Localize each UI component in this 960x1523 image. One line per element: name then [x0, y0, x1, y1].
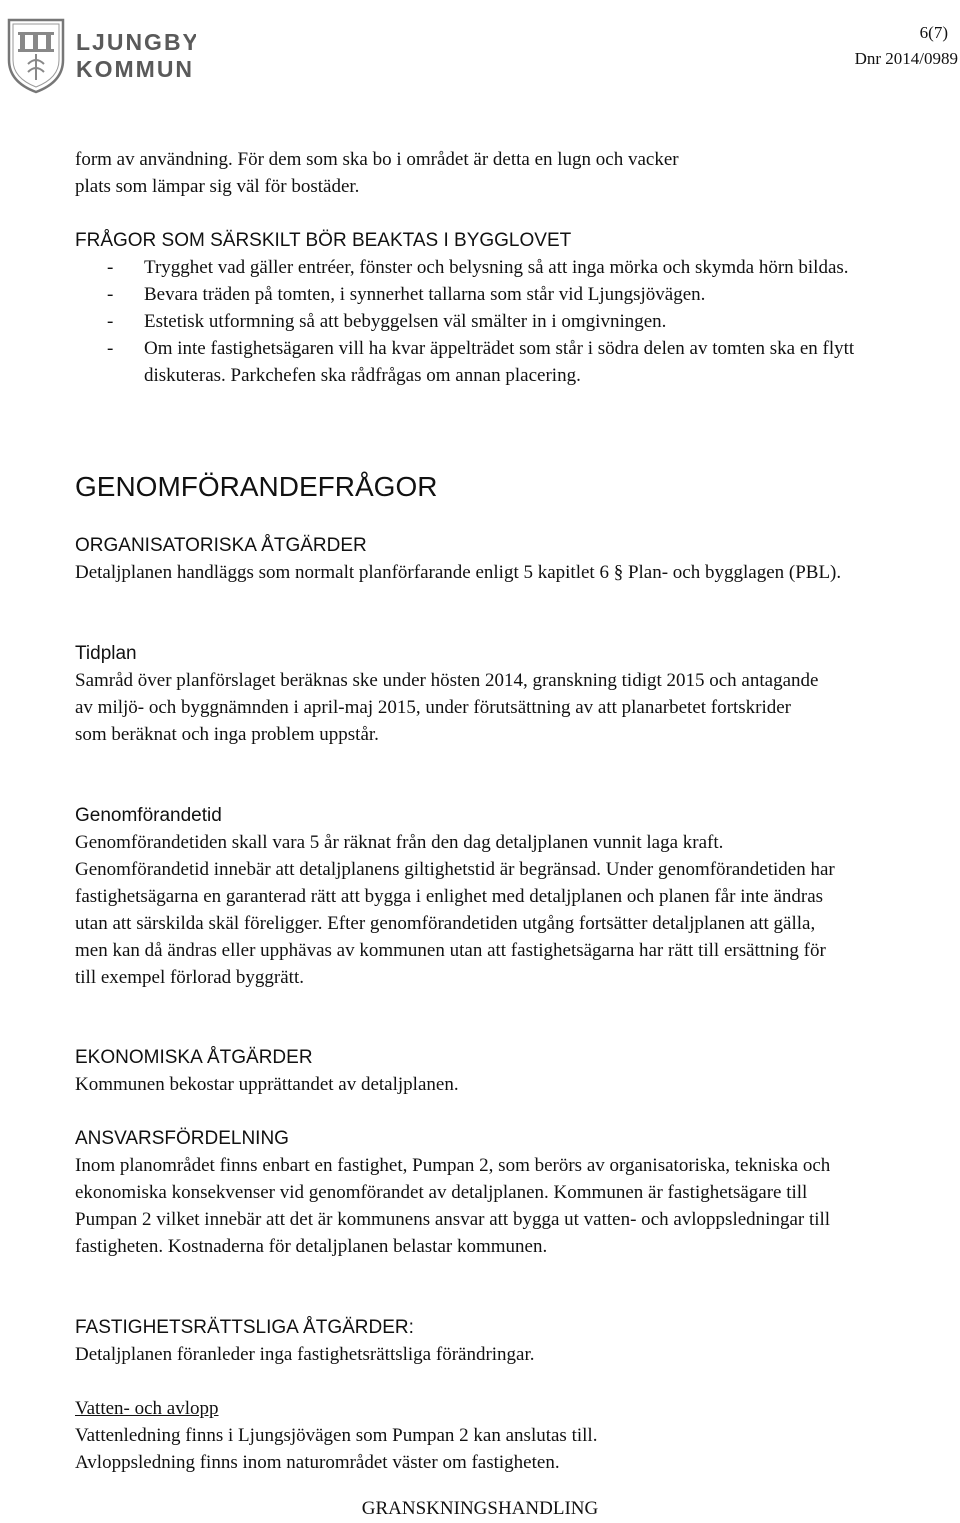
list-item: - Estetisk utformning så att bebyggelsen väl smälter in i omgivningen.	[75, 308, 865, 335]
section-heading-genomforande: GENOMFÖRANDEFRÅGOR	[75, 471, 438, 502]
intro-paragraph	[75, 146, 875, 200]
document-number: Dnr 2014/0989	[854, 49, 958, 68]
page-number: 6(7)	[919, 23, 948, 42]
ansvar-text: Inom planområdet finns enbart en fastighet, Pumpan 2, som berörs av organisatoriska, tekniska och ekonomiska konsekvenser vid genomförandet av detaljplanen. Kommunen är fastighetsägare till Pumpan 2 vilket innebär att det är kommunens ansvar att bygga ut vatten- och avloppsledningar till fastigheten. Kostnaderna för detaljplanen belastar kommunen.	[75, 1155, 831, 1257]
logo-text-line1: LJUNGBY	[76, 29, 196, 55]
coat-of-arms-icon	[6, 14, 196, 94]
org-heading: ORGANISATORISKA ÅTGÄRDER	[75, 535, 367, 556]
ekonomiska-text: Kommunen bekostar upprättandet av detaljplanen.	[75, 1074, 459, 1095]
genomforandetid-heading: Genomförandetid	[75, 805, 222, 826]
list-item: - Bevara träden på tomten, i synnerhet tallarna som står vid Ljungsjövägen.	[75, 281, 865, 308]
fragor-list-container	[75, 254, 865, 389]
vatten-line-2: Avloppsledning finns inom naturområdet väster om fastigheten.	[75, 1452, 560, 1473]
ljungby-kommun-logo	[6, 14, 196, 94]
fragor-heading: FRÅGOR SOM SÄRSKILT BÖR BEAKTAS I BYGGLOVET	[75, 230, 572, 251]
intro-line-2: plats som lämpar sig väl för bostäder.	[75, 176, 360, 197]
fragor-list	[75, 254, 865, 389]
ansvar-heading: ANSVARSFÖRDELNING	[75, 1128, 289, 1149]
footer-label: GRANSKNINGSHANDLING	[361, 1498, 599, 1519]
vatten-text	[75, 1422, 875, 1476]
list-item: - Trygghet vad gäller entréer, fönster och belysning så att inga mörka och skymda hörn bildas.	[75, 254, 865, 281]
vatten-line-1: Vattenledning finns i Ljungsjövägen som Pumpan 2 kan anslutas till.	[75, 1425, 598, 1446]
fastighet-heading: FASTIGHETSRÄTTSLIGA ÅTGÄRDER:	[75, 1317, 414, 1338]
fastighet-text: Detaljplanen föranleder inga fastighetsrättsliga förändringar.	[75, 1344, 535, 1365]
tidplan-text: Samråd över planförslaget beräknas ske under hösten 2014, granskning tidigt 2015 och antagande av miljö- och byggnämnden i april-maj 2015, under förutsättning av att planarbetet fortskrider som beräknat och inga problem uppstår.	[75, 670, 819, 745]
vatten-heading: Vatten- och avlopp	[75, 1398, 219, 1419]
logo-text-line2: KOMMUN	[76, 56, 195, 82]
ekonomiska-heading: EKONOMISKA ÅTGÄRDER	[75, 1047, 313, 1068]
org-text: Detaljplanen handläggs som normalt planförfarande enligt 5 kapitlet 6 § Plan- och bygglagen (PBL).	[75, 562, 842, 583]
list-item: - Om inte fastighetsägaren vill ha kvar äppelträdet som står i södra delen av tomten ska en flytt diskuteras. Parkchefen ska rådfrågas om annan placering.	[75, 335, 865, 389]
tidplan-heading: Tidplan	[75, 643, 137, 664]
intro-line-1: form av användning. För dem som ska bo i området är detta en lugn och vacker	[75, 149, 679, 170]
genomforandetid-text: Genomförandetiden skall vara 5 år räknat från den dag detaljplanen vunnit laga kraft. Genomförandetid innebär att detaljplanens giltighetstid är begränsad. Under genomförandetiden har fastighetsägarna en garanterad rätt att bygga i enlighet med detaljplanen och planen får inte ändras utan att särskilda skäl föreligger. Efter genomförandetiden utgång fortsätter detaljplanen att gälla, men kan då ändras eller upphävas av kommunen utan att fastighetsägarna har rätt till ersättning för till exempel förlorad byggrätt.	[75, 832, 835, 988]
